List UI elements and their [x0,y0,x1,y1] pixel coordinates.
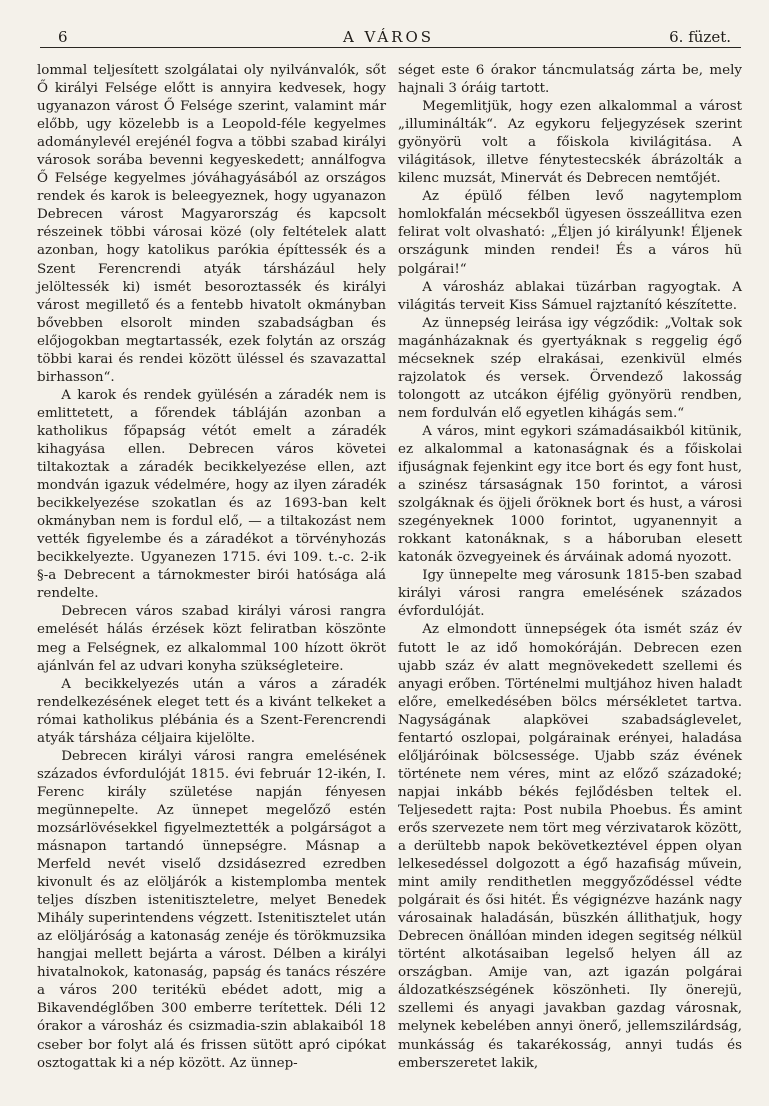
issue-label: 6. füzet. [669,28,731,46]
header-rule [40,47,741,48]
paragraph: lommal teljesített szolgálatai oly nyilvánvalók, sőt Ő királyi Felsége előtt is annyira kedvesek, hogy ugyanazon várost Ő Felsége szerint, valamint már előbb, ugy közelebb is a Leopold-féle kegyelmes adománylevél erejénél fogva a többi szabad királyi városok sorába bevenni kegyeskedett; annálfogva Ő Felsége kegyelmes jóváhagyásából az országos rendek és karok is beleegyeznek, hogy ugyanazon Debrecen várost Magyarország és kapcsolt részeinek többi városai közé (oly feltételek alatt azonban, hogy katolikus parókia építtessék és a Szent Ferencrendi atyák társházául hely jelöltessék ki) ismét besoroztassék és királyi várost megillető és a fentebb hivatolt okmányban bővebben elsorolt minden szabadságban és előjogokban megtartassék, ezek folytán az ország többi karai és rendei között üléssel és szavazattal birhasson“. [37,63,386,385]
paragraph: Az elmondott ünnepségek óta ismét száz év futott le az idő homokóráján. Debrecen ezen ujabb száz év alatt megnövekedett szellemi és anyagi erőben. Történelmi multjához hiven haladt előre, emelkedésében bölcs mérsékletet tartva. Nagyságának alapkövei szabadságlevelet, fentartó oszlopai, polgárainak erényei, haladása előljáróinak bölcsessége. Ujabb száz évének története nem véres, mint az előző századoké; napjai inkább békés fejlődésben teltek el. Teljesedett rajta: Post nubila Phoebus. És amint erős szervezete nem tört meg vérzivatarok között, a derültebb napok bekövetkeztével éppen olyan lelkesedéssel dolgozott a égő hazafiság művein, mint amily rendithetlen meggyőződéssel védte polgárait és ősi hitét. És végignézve hazánk nagy városainak haladásán, büszkén állithatjuk, hogy Debrecen önállóan minden idegen segitség nélkül történt alkotásaiban legelső helyen áll az országban. Amije van, azt igazán polgárai áldozatkészségének köszönheti. Ily önerejü, szellemi és anyagi javakban gazdag városnak, melynek kebelében annyi önerő, jellemszilárdság, munkásság és takarékosság, annyi tudás és emberszeretet lakik, [398,622,742,1071]
page-header [38,24,739,48]
paragraph: Debrecen királyi városi rangra emelésének százados évfordulóját 1815. évi február 12-ikén, I. Ferenc király születése napján fényesen megünnepelte. Az ünnepet megelőző estén mozsárlövésekkel figyelmeztették a polgárságot a másnapon tartandó ünnepségre. Másnap a Merfeld nevét viselő dzsidásezred ezredben kivonult és az elöljárók a kistemplomba mentek teljes díszben istenitiszteletre, melyet Benedek Mihály superintendens végzett. Istenitisztelet után az elöljáróság a katonaság zenéje és törökmuzsika hangjai mellett bejárta a várost. Délben a királyi hivatalnokok, katonaság, papság és tanács részére a város 200 teritékü ebédet adott, mig a Bikavendéglőben 300 emberre terítettek. Déli 12 órakor a városház és csizmadia-szin ablakaiból 18 cseber bor folyt alá és frissen sütött apró cipókat osztogattak ki a nép között. Az ünnep- [37,748,386,1071]
paragraph: A város, mint egykori számadásaikból kitünik, ez alkalommal a katonaságnak és a főiskolai ifjuságnak fejenkint egy itce bort és egy font hust, a szinész társaságnak 150 forintot, a városi szolgáknak és öjjeli őröknek bort és hust, a városi szegényeknek 1000 forintot, ugyanennyit a rokkant katonáknak, s a háboruban elesett katonák özvegyeinek és árváinak adomá nyozott. [398,423,742,566]
left-column [37,62,386,1073]
paragraph: séget este 6 órakor táncmulatság zárta be, mely hajnali 3 óráig tartott. [398,63,742,97]
paragraph: A becikkelyezés után a város a záradék rendelkezésének eleget tett és a kivánt telkeket a római katholikus plébánia és a Szent-Ferencrendi atyák társháza céljaira kijelölte. [37,676,386,746]
journal-title: A VÁROS [342,28,435,46]
paragraph: Megemlitjük, hogy ezen alkalommal a várost „illuminálták“. Az egykoru feljegyzések szerint gyönyörü volt a főiskola kivilágitása. A világitások, illetve fénytestecskék ábrázolták a kilenc muzsát, Minervát és Debrecen nemtőjét. [398,99,742,187]
page-number: 6 [58,28,68,46]
paragraph: Az ünnepség leirása igy végződik: „Voltak sok magánházaknak és gyertyáknak s reggelig égő mécseknek szép elrakásai, ezenkivül elmés rajzolatok és versek. Örvendező lakosság tolongott az utcákon éjfélig gyönyörü rendben, nem fordulván elő egyetlen kihágás sem.“ [398,315,742,421]
paragraph: Igy ünnepelte meg városunk 1815-ben szabad királyi városi rangra emelésének százados évfordulóját. [398,568,742,620]
paragraph: Az épülő félben levő nagytemplom homlokfalán mécsekből ügyesen összeállitva ezen felirat volt olvasható: „Éljen jó királyunk! Éljenek országunk minden rendei! És a város hü polgárai!“ [398,189,742,277]
paragraph: A városház ablakai tüzárban ragyogtak. A világitás terveit Kiss Sámuel rajztanító készítette. [398,279,742,313]
right-column [398,62,742,1073]
paragraph: Debrecen város szabad királyi városi rangra emelését hálás érzések közt feliratban köszönte meg a Felségnek, ez alkalommal 100 hízott ökröt ajánlván fel az udvari konyha szükségleteire. [37,604,386,674]
paragraph: A karok és rendek gyülésén a záradék nem is emlittetett, a főrendek tábláján azonban a katholikus főpapság vétót emelt a záradék kihagyása ellen. Debrecen város követei tiltakoztak a záradék becikkelyezése ellen, azt mondván igazuk védelmére, hogy az ilyen záradék becikkelyezése szokatlan és az 1693-ban kelt okmányban nem is fordul elő, — a tiltakozást nem vették figyelembe és a záradékot a törvényhozás becikkelyezte. Ugyanezen 1715. évi 109. t.-c. 2-ik §-a Debrecent a tárnokmester birói hatósága alá rendelte. [37,387,386,602]
